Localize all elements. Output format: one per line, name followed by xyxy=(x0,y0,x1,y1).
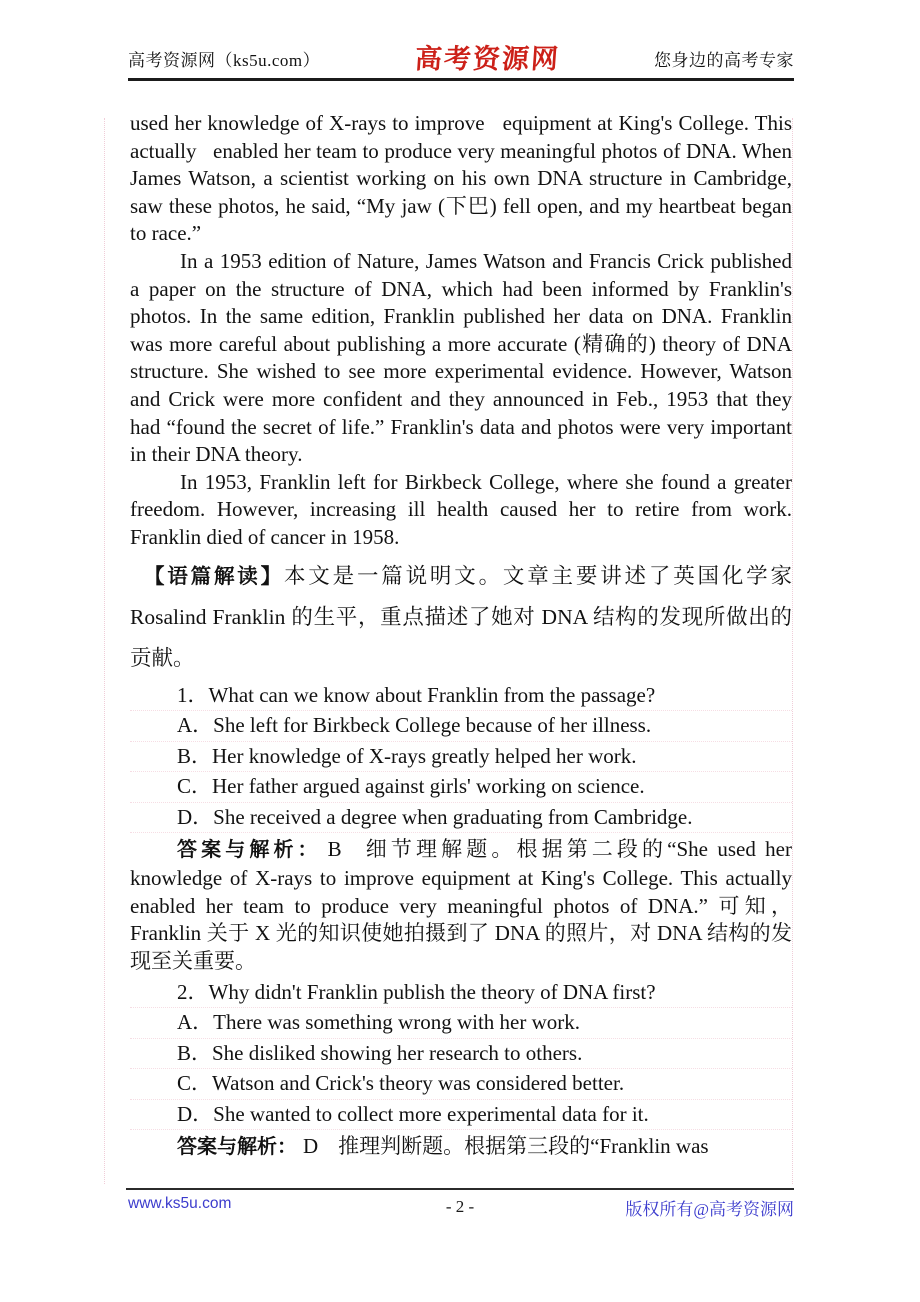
footer-site-link[interactable]: www.ks5u.com xyxy=(128,1195,232,1212)
question-2-stem: 2．Why didn't Franklin publish the theory of DNA first? xyxy=(130,978,792,1009)
site-logo: 高考资源网 xyxy=(413,44,561,74)
question-2-option-d: D．She wanted to collect more experimental data for it. xyxy=(130,1100,792,1131)
passage-summary xyxy=(130,556,792,679)
footer-copyright-link[interactable]: 版权所有@高考资源网 xyxy=(625,1200,794,1219)
question-2-option-b: B．She disliked showing her research to others. xyxy=(130,1039,792,1070)
answer-2 xyxy=(130,1133,792,1162)
answer-2-letter: D xyxy=(303,1134,319,1159)
left-margin-guide xyxy=(104,118,105,1184)
page-header xyxy=(128,44,794,81)
answer-2-label: 答案与解析： xyxy=(177,1136,297,1159)
passage-paragraph-3: In 1953, Franklin left for Birkbeck College, where she found a greater freedom. However, increasing ill health caused her to retire from work. Franklin died of cancer in 1958. xyxy=(130,469,792,549)
summary-text: 本文是一篇说明文。文章主要讲述了英国化学家 Rosalind Franklin 的生平，重点描述了她对 DNA 结构的发现所做出的贡献。 xyxy=(130,563,792,670)
right-margin-guide xyxy=(792,118,793,1184)
summary-label: 【语篇解读】 xyxy=(144,564,284,588)
question-1-option-d: D．She received a degree when graduating from Cambridge. xyxy=(130,803,792,834)
question-2 xyxy=(130,978,792,1131)
question-1-stem: 1．What can we know about Franklin from the passage? xyxy=(130,681,792,712)
answer-2-explanation: 推理判断题。根据第三段的“Franklin was xyxy=(338,1134,709,1159)
question-1-option-c: C．Her father argued against girls' working on science. xyxy=(130,772,792,803)
header-site-name: 高考资源网（ks5u.com） xyxy=(128,51,321,70)
passage-paragraph-2: In a 1953 edition of Nature, James Watson and Francis Crick published a paper on the structure of DNA, which had been informed by Franklin's photos. In the same edition, Franklin published her data on DNA. Franklin was more careful about publishing a more accurate (精确的) theory of DNA structure. She wished to see more experimental evidence. However, Watson and Crick were more confident and they announced in Feb., 1953 that they had “found the secret of life.” Franklin's data and photos were very important in their DNA theory. xyxy=(130,248,792,467)
document-body xyxy=(130,110,792,1162)
question-2-option-c: C．Watson and Crick's theory was considered better. xyxy=(130,1069,792,1100)
footer-divider xyxy=(126,1188,794,1190)
answer-1-explanation: 细节理解题。根据第二段的“She used her knowledge of X-rays to improve equipment at King's College. This actually enabled her team to produce very meaningful photos of DNA.” 可知，Franklin 关于 X 光的知识使她拍摄到了 DNA 的照片，对 DNA 结构的发现至关重要。 xyxy=(130,837,792,974)
question-1 xyxy=(130,681,792,834)
header-tagline: 您身边的高考专家 xyxy=(653,51,794,70)
page-number: - 2 - xyxy=(445,1197,475,1216)
question-1-option-a: A．She left for Birkbeck College because of her illness. xyxy=(130,711,792,742)
answer-1 xyxy=(130,836,792,976)
question-2-option-a: A．There was something wrong with her work. xyxy=(130,1008,792,1039)
passage-paragraph-1: used her knowledge of X-rays to improve equipment at King's College. This actually enabled her team to produce very meaningful photos of DNA. When James Watson, a scientist working on his own DNA structure in Cambridge, saw these photos, he said, “My jaw (下巴) fell open, and my heartbeat began to race.” xyxy=(130,111,792,246)
answer-1-letter: B xyxy=(327,837,342,861)
question-1-option-b: B．Her knowledge of X-rays greatly helped her work. xyxy=(130,742,792,773)
answer-1-label: 答案与解析： xyxy=(177,839,322,861)
